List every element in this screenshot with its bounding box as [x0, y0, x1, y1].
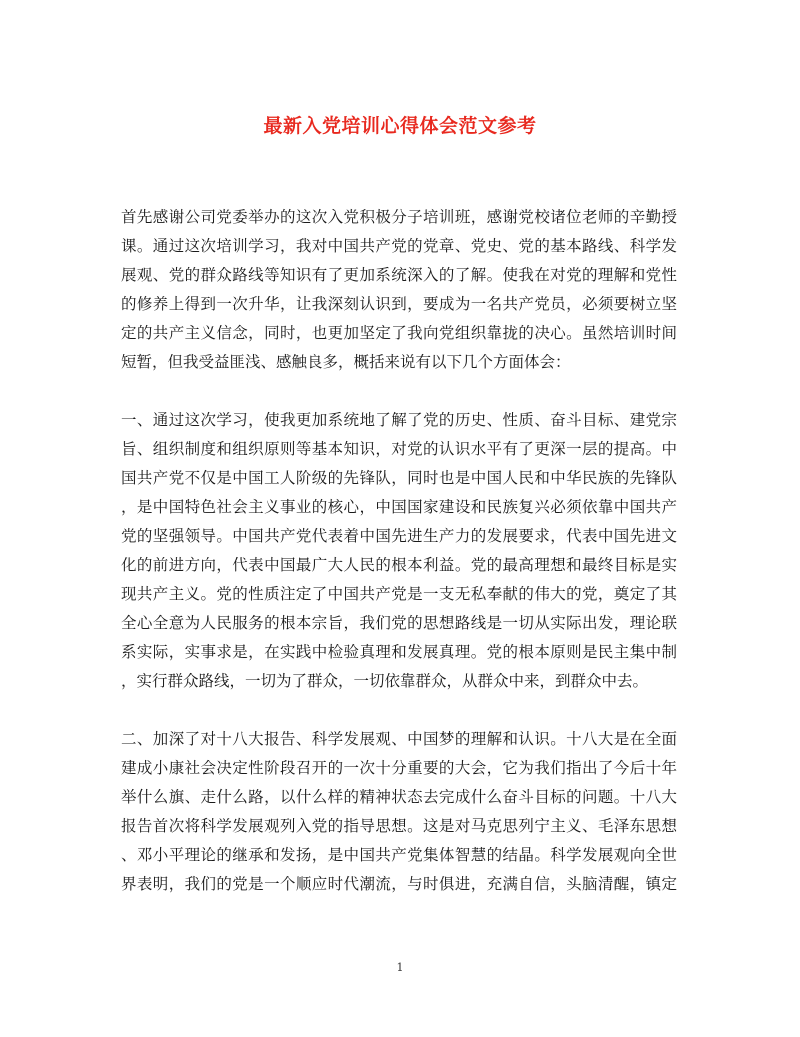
- paragraph-1: [121, 203, 677, 377]
- paragraph-2: [121, 406, 677, 696]
- page-number: 1: [396, 961, 404, 974]
- text-line: 的修养上得到一次升华，让我深刻认识到，要成为一名共产党员，必须要树立坚: [121, 295, 677, 313]
- text-line: 短暂，但我受益匪浅、感触良多，概括来说有以下几个方面体会：: [121, 353, 571, 371]
- text-line: 系实际，实事求是，在实践中检验真理和发展真理。党的根本原则是民主集中制: [121, 643, 677, 661]
- text-line: 化的前进方向，代表中国最广大人民的根本利益。党的最高理想和最终目标是实: [121, 556, 677, 574]
- text-line: 建成小康社会决定性阶段召开的一次十分重要的大会，它为我们指出了今后十年: [121, 759, 677, 777]
- text-line: 课。通过这次培训学习，我对中国共产党的党章、党史、党的基本路线、科学发: [121, 237, 677, 255]
- document-title: 最新入党培训心得体会范文参考: [263, 115, 537, 137]
- text-line: ，是中国特色社会主义事业的核心，中国国家建设和民族复兴必须依靠中国共产: [121, 498, 677, 516]
- document-body: [121, 203, 677, 928]
- text-line: 、邓小平理论的继承和发扬，是中国共产党集体智慧的结晶。科学发展观向全世: [121, 846, 677, 864]
- text-line: 首先感谢公司党委举办的这次入党积极分子培训班，感谢党校诸位老师的辛勤授: [121, 208, 677, 226]
- text-line: 定的共产主义信念，同时，也更加坚定了我向党组织靠拢的决心。虽然培训时间: [121, 324, 677, 342]
- text-line: 国共产党不仅是中国工人阶级的先锋队，同时也是中国人民和中华民族的先锋队: [121, 469, 677, 487]
- text-line: 举什么旗、走什么路，以什么样的精神状态去完成什么奋斗目标的问题。十八大: [121, 788, 677, 806]
- text-line: ，实行群众路线，一切为了群众，一切依靠群众，从群众中来，到群众中去。: [121, 672, 649, 690]
- paragraph-3: [121, 725, 677, 899]
- text-line: 一、通过这次学习，使我更加系统地了解了党的历史、性质、奋斗目标、建党宗: [121, 411, 677, 429]
- text-line: 二、加深了对十八大报告、科学发展观、中国梦的理解和认识。十八大是在全面: [121, 730, 677, 748]
- text-line: 党的坚强领导。中国共产党代表着中国先进生产力的发展要求，代表中国先进文: [121, 527, 677, 545]
- text-line: 现共产主义。党的性质注定了中国共产党是一支无私奉献的伟大的党，奠定了其: [121, 585, 677, 603]
- text-line: 报告首次将科学发展观列入党的指导思想。这是对马克思列宁主义、毛泽东思想: [121, 817, 677, 835]
- text-line: 旨、组织制度和组织原则等基本知识，对党的认识水平有了更深一层的提高。中: [121, 440, 677, 458]
- text-line: 展观、党的群众路线等知识有了更加系统深入的了解。使我在对党的理解和党性: [121, 266, 677, 284]
- text-line: 全心全意为人民服务的根本宗旨，我们党的思想路线是一切从实际出发，理论联: [121, 614, 677, 632]
- text-line: 界表明，我们的党是一个顺应时代潮流，与时俱进，充满自信，头脑清醒，镇定: [121, 875, 677, 893]
